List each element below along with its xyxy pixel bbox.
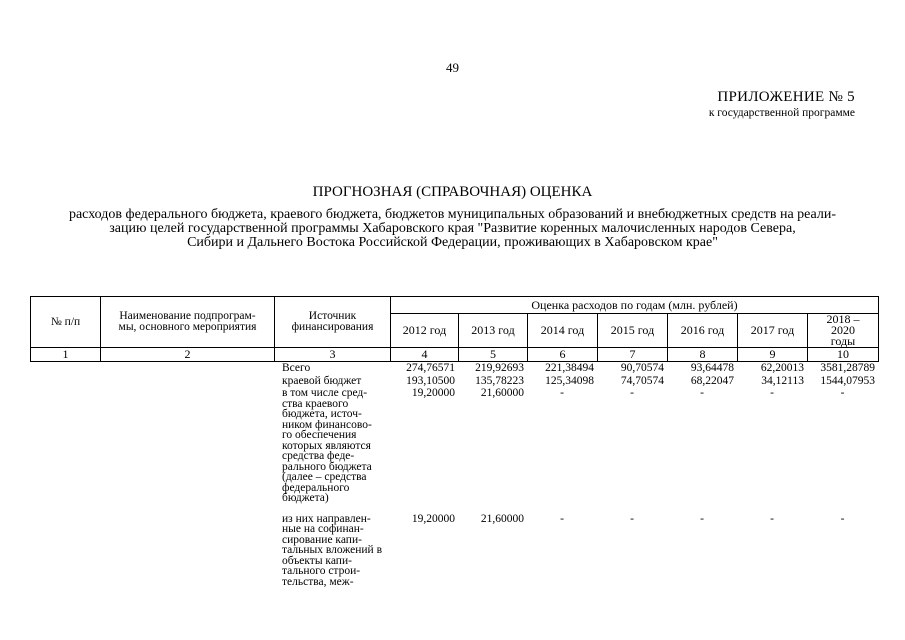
- header-year: 2016 год: [668, 314, 738, 348]
- table-row: [30, 504, 878, 588]
- column-index: 6: [528, 348, 598, 362]
- value-cell: -: [630, 387, 634, 399]
- description-line: Сибири и Дальнего Востока Российской Федерации, проживающих в Хабаровском крае": [187, 235, 718, 250]
- page-number: 49: [446, 60, 459, 75]
- value-cell: -: [840, 387, 845, 399]
- value-cell: 219,92693: [475, 362, 524, 374]
- header-expense-group: Оценка расходов по годам (млн. рублей): [391, 297, 879, 314]
- table-row: [30, 363, 878, 374]
- budget-table-header: [30, 296, 879, 362]
- appendix-subtitle: к государственной программе: [708, 107, 855, 119]
- column-index: 2: [101, 348, 275, 362]
- column-index: 8: [668, 348, 738, 362]
- value-cell: -: [770, 512, 774, 525]
- table-row: [30, 386, 878, 504]
- header-year: 2015 год: [598, 314, 668, 348]
- column-index: 7: [598, 348, 668, 362]
- value-cell: -: [770, 387, 774, 399]
- value-cell: -: [840, 512, 845, 525]
- budget-table-body: [30, 363, 878, 587]
- value-cell: 62,20013: [760, 362, 804, 374]
- value-cell: 1544,07953: [820, 374, 875, 387]
- document-description: [30, 208, 875, 250]
- value-cell: -: [560, 387, 564, 399]
- value-cell: 93,64478: [690, 362, 734, 374]
- value-cell: -: [560, 512, 564, 525]
- value-cell: -: [630, 512, 634, 525]
- appendix-title: ПРИЛОЖЕНИЕ № 5: [717, 89, 855, 105]
- header-year: 2013 год: [459, 314, 528, 348]
- value-cell: -: [700, 387, 704, 399]
- description-line: расходов федерального бюджета, краевого бюджета, бюджетов муниципальных образований и внебюджетных средств на реали-: [68, 207, 837, 222]
- table-row: [30, 374, 878, 387]
- value-cell: 19,20000: [411, 512, 455, 525]
- value-cell: 74,70574: [620, 374, 664, 387]
- column-index: 9: [738, 348, 808, 362]
- value-cell: 21,60000: [480, 387, 524, 399]
- header-year: 2018 – 2020 годы: [808, 314, 879, 348]
- header-num: № п/п: [31, 297, 101, 348]
- value-cell: 193,10500: [406, 374, 455, 387]
- column-index: 10: [808, 348, 879, 362]
- header-year: 2017 год: [738, 314, 808, 348]
- source-cell: Всего: [282, 362, 311, 374]
- header-year: 2012 год: [391, 314, 459, 348]
- column-index: 4: [391, 348, 459, 362]
- value-cell: -: [700, 512, 704, 525]
- value-cell: 221,38494: [545, 362, 594, 374]
- value-cell: 135,78223: [475, 374, 524, 387]
- value-cell: 19,20000: [411, 387, 455, 399]
- column-index: 1: [31, 348, 101, 362]
- value-cell: 90,70574: [620, 362, 664, 374]
- document-title: ПРОГНОЗНАЯ (СПРАВОЧНАЯ) ОЦЕНКА: [312, 184, 593, 200]
- source-cell: в том числе сред- ства краевого бюджета, источ- ником финансово- го обеспечения которых являются средства феде- рального бюджета (далее – средства федерального бюджета): [282, 387, 372, 504]
- column-index: 5: [459, 348, 528, 362]
- column-index: 3: [275, 348, 391, 362]
- value-cell: 21,60000: [480, 512, 524, 525]
- value-cell: 34,12113: [761, 374, 804, 387]
- value-cell: 125,34098: [545, 374, 594, 387]
- header-year: 2014 год: [528, 314, 598, 348]
- value-cell: 3581,28789: [820, 362, 875, 374]
- header-name: Наименование подпрограм- мы, основного мероприятия: [101, 297, 275, 348]
- source-cell: из них направлен- ные на софинан- сирование капи- тальных вложений в объекты капи- тального строи- тельства, меж-: [282, 512, 383, 588]
- value-cell: 68,22047: [690, 374, 734, 387]
- value-cell: 274,76571: [406, 362, 455, 374]
- header-source: Источник финансирования: [275, 297, 391, 348]
- source-cell: краевой бюджет: [282, 374, 362, 387]
- description-line: зацию целей государственной программы Хабаровского края "Развитие коренных малочисленных народов Севера,: [109, 221, 796, 236]
